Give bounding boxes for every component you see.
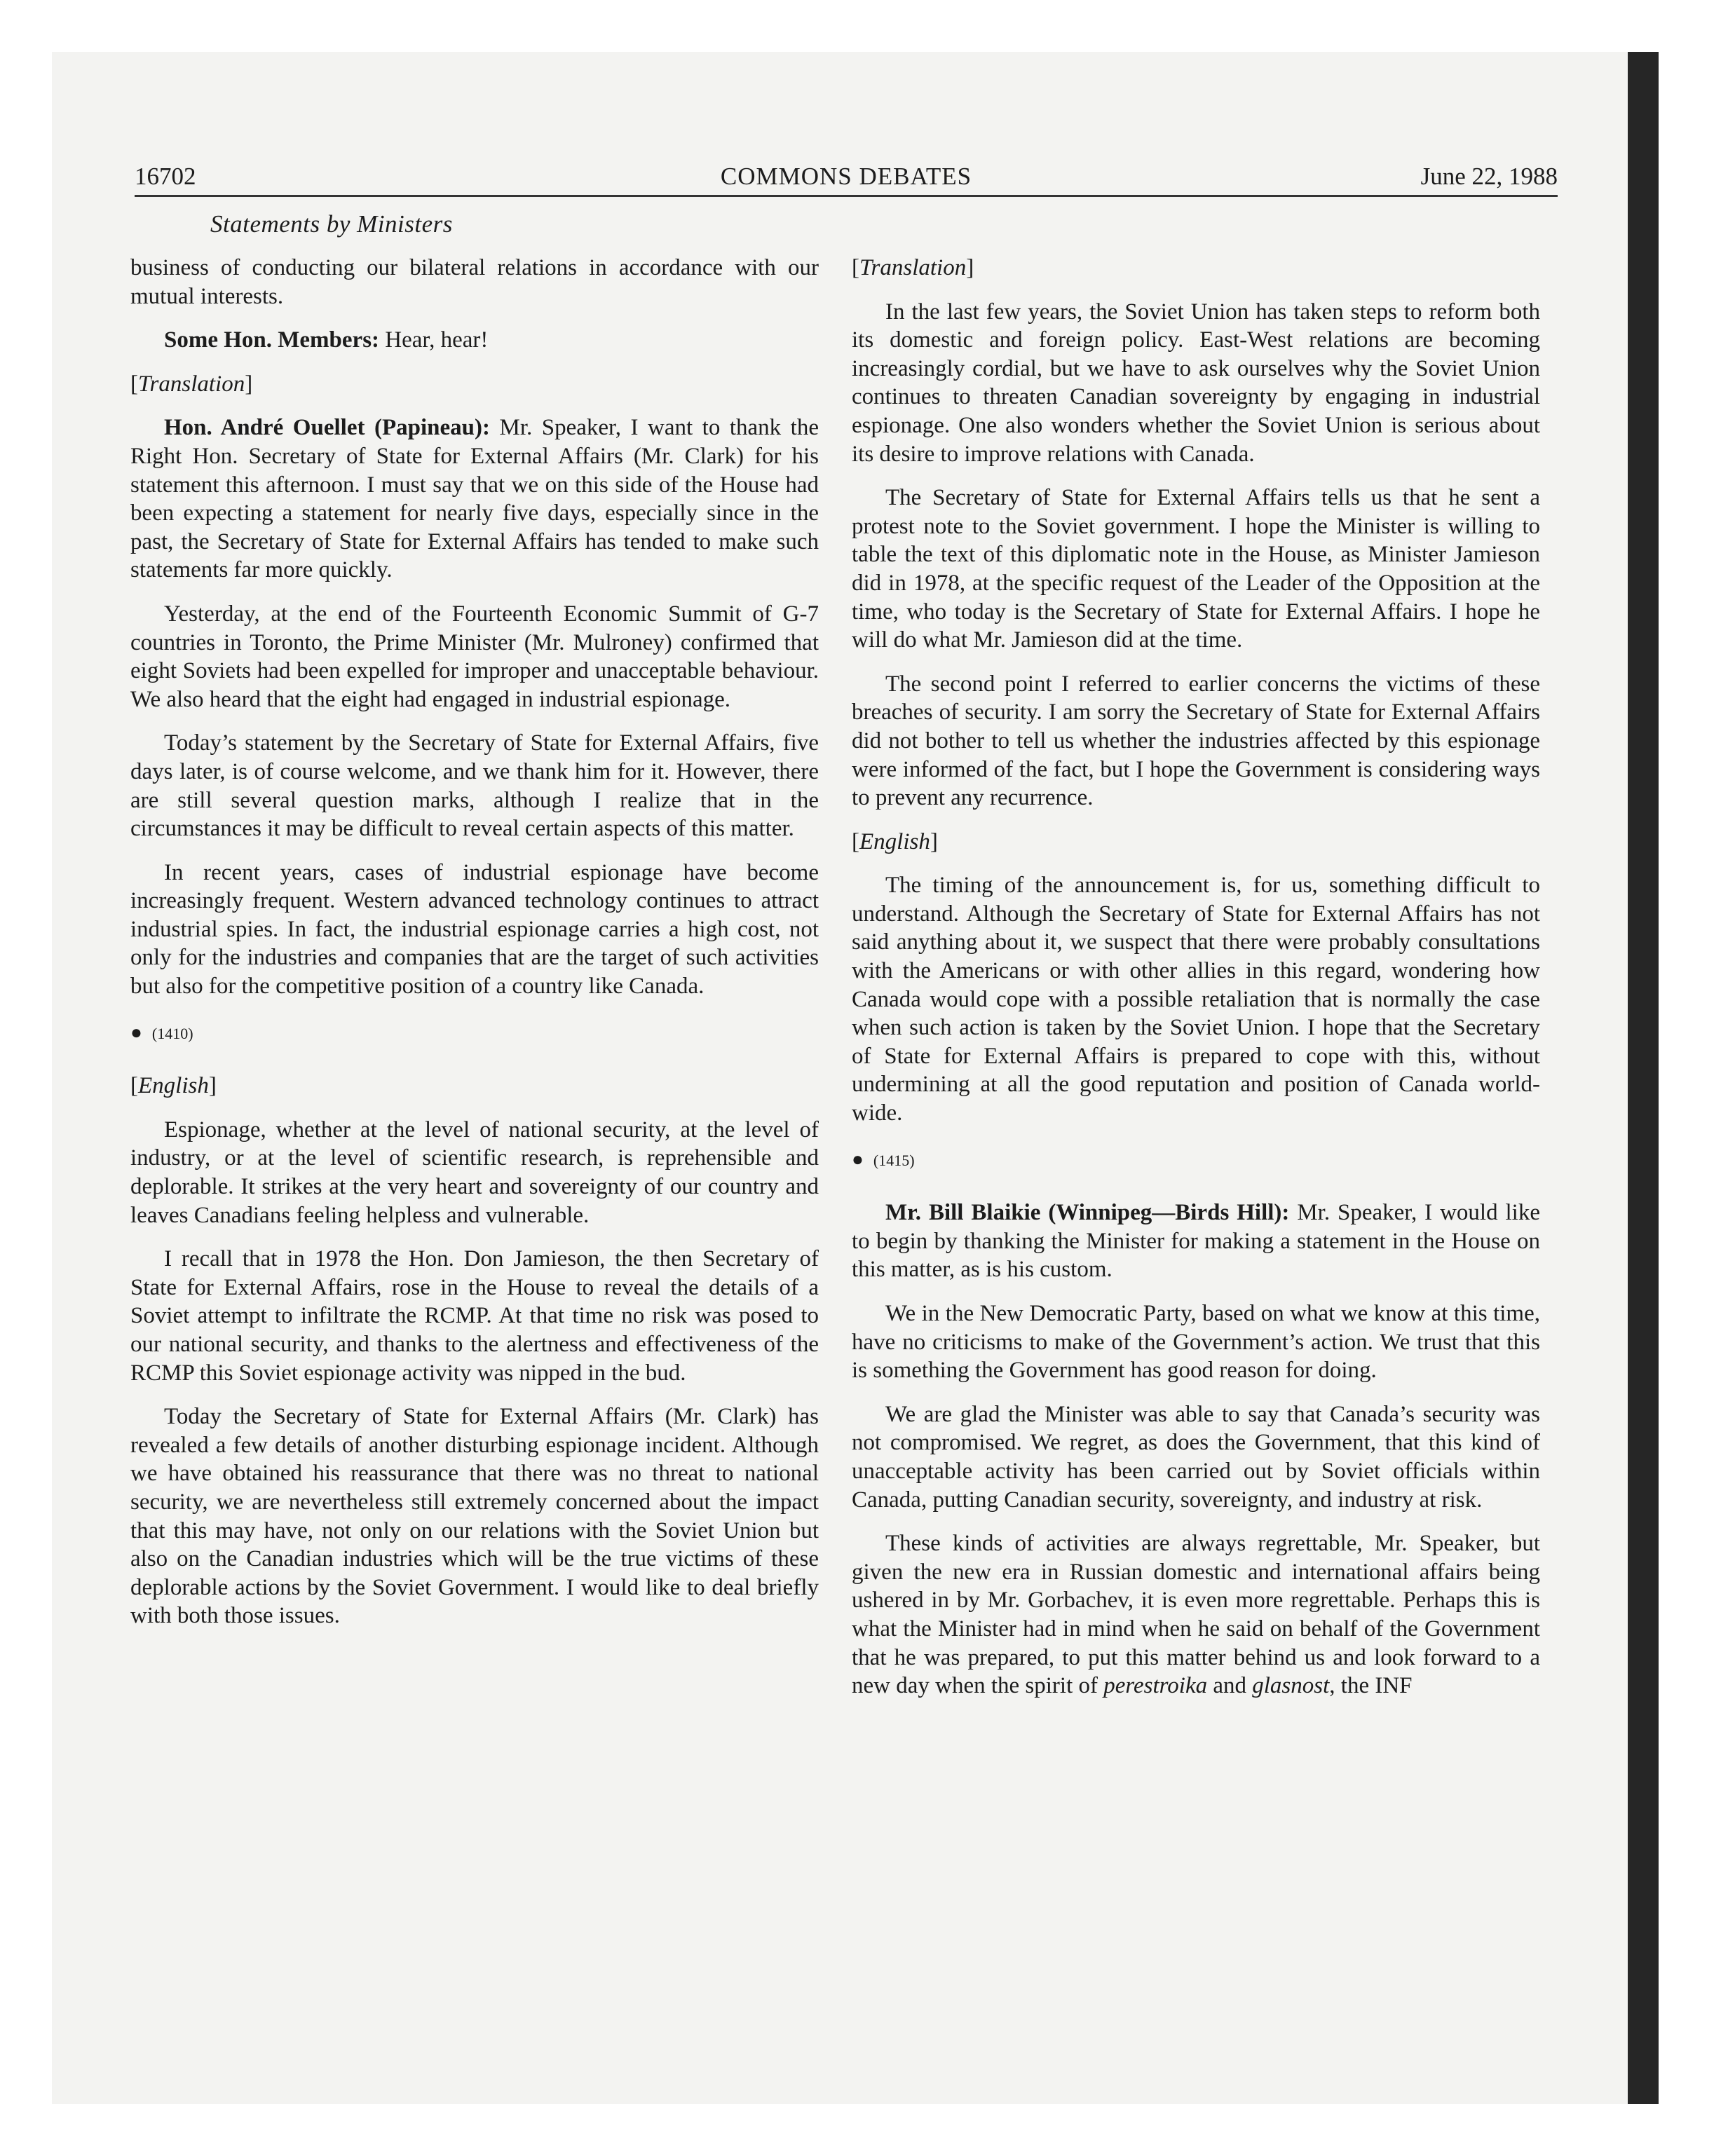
language-tag-label: English: [859, 828, 930, 854]
bullet-icon: ●: [130, 1021, 142, 1044]
speaker-name: Some Hon. Members:: [164, 327, 380, 353]
paragraph: We are glad the Minister was able to say that Canada’s security was not compromised. We regret, as does the Government, that this kind of unacceptable activity has been carried out by Soviet officials within Canada, putting Canadian security, sovereignty, and industry at risk.: [852, 1401, 1540, 1513]
language-tag-label: Translation: [138, 371, 245, 397]
right-column: [852, 254, 1540, 1716]
scan-edge-shadow: [1628, 52, 1659, 2104]
italic-term: glasnost: [1252, 1673, 1330, 1699]
paragraph: Espionage, whether at the level of national security, at the level of industry, or at the level of scientific research, is reprehensible and deplorable. It strikes at the very heart and sovereignty of our country and leaves Canadians feeling helpless and vulnerable.: [130, 1117, 819, 1228]
section-title: Statements by Ministers: [210, 210, 453, 238]
time-marker: [130, 1019, 819, 1049]
time-marker-label: (1415): [873, 1151, 915, 1169]
speech-text: These kinds of activities are always regrettable, Mr. Speaker, but given the new era in Russian domestic and international affairs being ushered in by Mr. Gorbachev, it is even more regrettable. Perhaps this is what the Minister had in mind when he said on behalf of the Government that he was prepared, to put this matter behind us and look forward to a new day when the spirit of: [852, 1531, 1540, 1699]
paragraph: [852, 1529, 1540, 1700]
speech-text: and: [1207, 1673, 1253, 1699]
speaker-name: Hon. André Ouellet (Papineau):: [164, 415, 490, 441]
paragraph: The second point I referred to earlier concerns the victims of these breaches of security. I am sorry the Secretary of State for External Affairs did not bother to tell us whether the industries affected by this espionage were informed of the fact, but I hope the Government is considering ways to prevent any recurrence.: [852, 671, 1540, 811]
language-tag-label: English: [138, 1073, 209, 1099]
language-tag-label: Translation: [859, 255, 967, 280]
paragraph: I recall that in 1978 the Hon. Don Jamieson, the then Secretary of State for External Affairs, rose in the House to reveal the details of a Soviet attempt to infiltrate the RCMP. At that time no risk was posed to our national security, and thanks to the alertness and effectiveness of the RCMP this Soviet espionage activity was nipped in the bud.: [130, 1246, 819, 1386]
speech-text: Mr. Speaker, I want to thank the Right Hon. Secretary of State for External Affairs (Mr. Clark) for his statement this afternoon. I must say that we on this side of the House had been expecting a statement for nearly five days, especially since in the past, the Secretary of State for External Affairs has tended to make such statements far more quickly.: [130, 415, 819, 583]
paragraph: [130, 414, 819, 585]
speech-text: Hear, hear!: [379, 327, 489, 353]
bullet-icon: ●: [852, 1148, 864, 1171]
language-tag: [English]: [852, 828, 938, 854]
paragraph: Today the Secretary of State for External Affairs (Mr. Clark) has revealed a few details of another disturbing espionage incident. Although we have obtained his reassurance that there was no threat to national security, we are nevertheless still extremely concerned about the impact that this may have, not only on our relations with the Soviet Union but also on the Canadian industries which will be the true victims of these deplorable actions by the Soviet Government. I would like to deal briefly with both those issues.: [130, 1404, 819, 1629]
paragraph: The Secretary of State for External Affairs tells us that he sent a protest note to the Soviet government. I hope the Minister is willing to table the text of this diplomatic note in the House, as Minister Jamieson did in 1978, at the specific request of the Leader of the Opposition at the time, who today is the Secretary of State for External Affairs. I hope he will do what Mr. Jamieson did at the time.: [852, 485, 1540, 653]
page-header: [135, 161, 1558, 197]
paragraph: Yesterday, at the end of the Fourteenth Economic Summit of G-7 countries in Toronto, the Prime Minister (Mr. Mulroney) confirmed that eight Soviets had been expelled for improper and unacceptable behaviour. We also heard that the eight had engaged in industrial espionage.: [130, 601, 819, 712]
paragraph: We in the New Democratic Party, based on what we know at this time, have no criticisms to make of the Government’s action. We trust that this is something the Government has good reason for doing.: [852, 1301, 1540, 1384]
page-date: June 22, 1988: [1420, 163, 1558, 190]
speech-text: , the INF: [1329, 1673, 1413, 1699]
time-marker: [852, 1146, 1540, 1175]
paragraph: In recent years, cases of industrial espionage have become increasingly frequent. Western advanced technology continues to attract industrial spies. In fact, the industrial espionage carries a high cost, not only for the industries and companies that are the target of such activities but also for the competitive position of a country like Canada.: [130, 859, 819, 999]
paragraph: [852, 1199, 1540, 1284]
paragraph: Today’s statement by the Secretary of State for External Affairs, five days later, is of course welcome, and we thank him for it. However, there are still several question marks, although I realize that in the circumstances it may be difficult to reveal certain aspects of this matter.: [130, 730, 819, 842]
paragraph: business of conducting our bilateral relations in accordance with our mutual interests.: [130, 255, 819, 309]
left-column: [130, 254, 819, 1646]
language-tag: [English]: [130, 1073, 217, 1099]
publication-title: COMMONS DEBATES: [720, 163, 972, 190]
paragraph: The timing of the announcement is, for us, something difficult to understand. Although the Secretary of State for External Affairs has not said anything about it, we suspect that there were probably consultations with the Americans or with other allies in this regard, wondering how Canada would cope with a possible retaliation that is normally the case when such action is taken by the Soviet Union. I hope that the Secretary of State for External Affairs is prepared to cope with this, without undermining at all the good reputation and position of Canada world-wide.: [852, 873, 1540, 1126]
time-marker-label: (1410): [151, 1024, 193, 1042]
speech-text: Mr. Speaker, I would like to begin by thanking the Minister for making a statement in the House on this matter, as is his custom.: [852, 1200, 1540, 1283]
speaker-name: Mr. Bill Blaikie (Winnipeg—Birds Hill):: [885, 1200, 1290, 1226]
paragraph: [130, 326, 819, 355]
italic-term: perestroika: [1103, 1673, 1208, 1699]
language-tag: [Translation]: [130, 371, 253, 397]
paragraph: In the last few years, the Soviet Union has taken steps to reform both its domestic and foreign policy. East-West relations are becoming increasingly cordial, but we have to ask ourselves why the Soviet Union continues to threaten Canadian sovereignty by engaging in industrial espionage. One also wonders whether the Soviet Union is serious about its desire to improve relations with Canada.: [852, 299, 1540, 467]
language-tag: [Translation]: [852, 255, 974, 280]
page-number: 16702: [135, 163, 196, 190]
